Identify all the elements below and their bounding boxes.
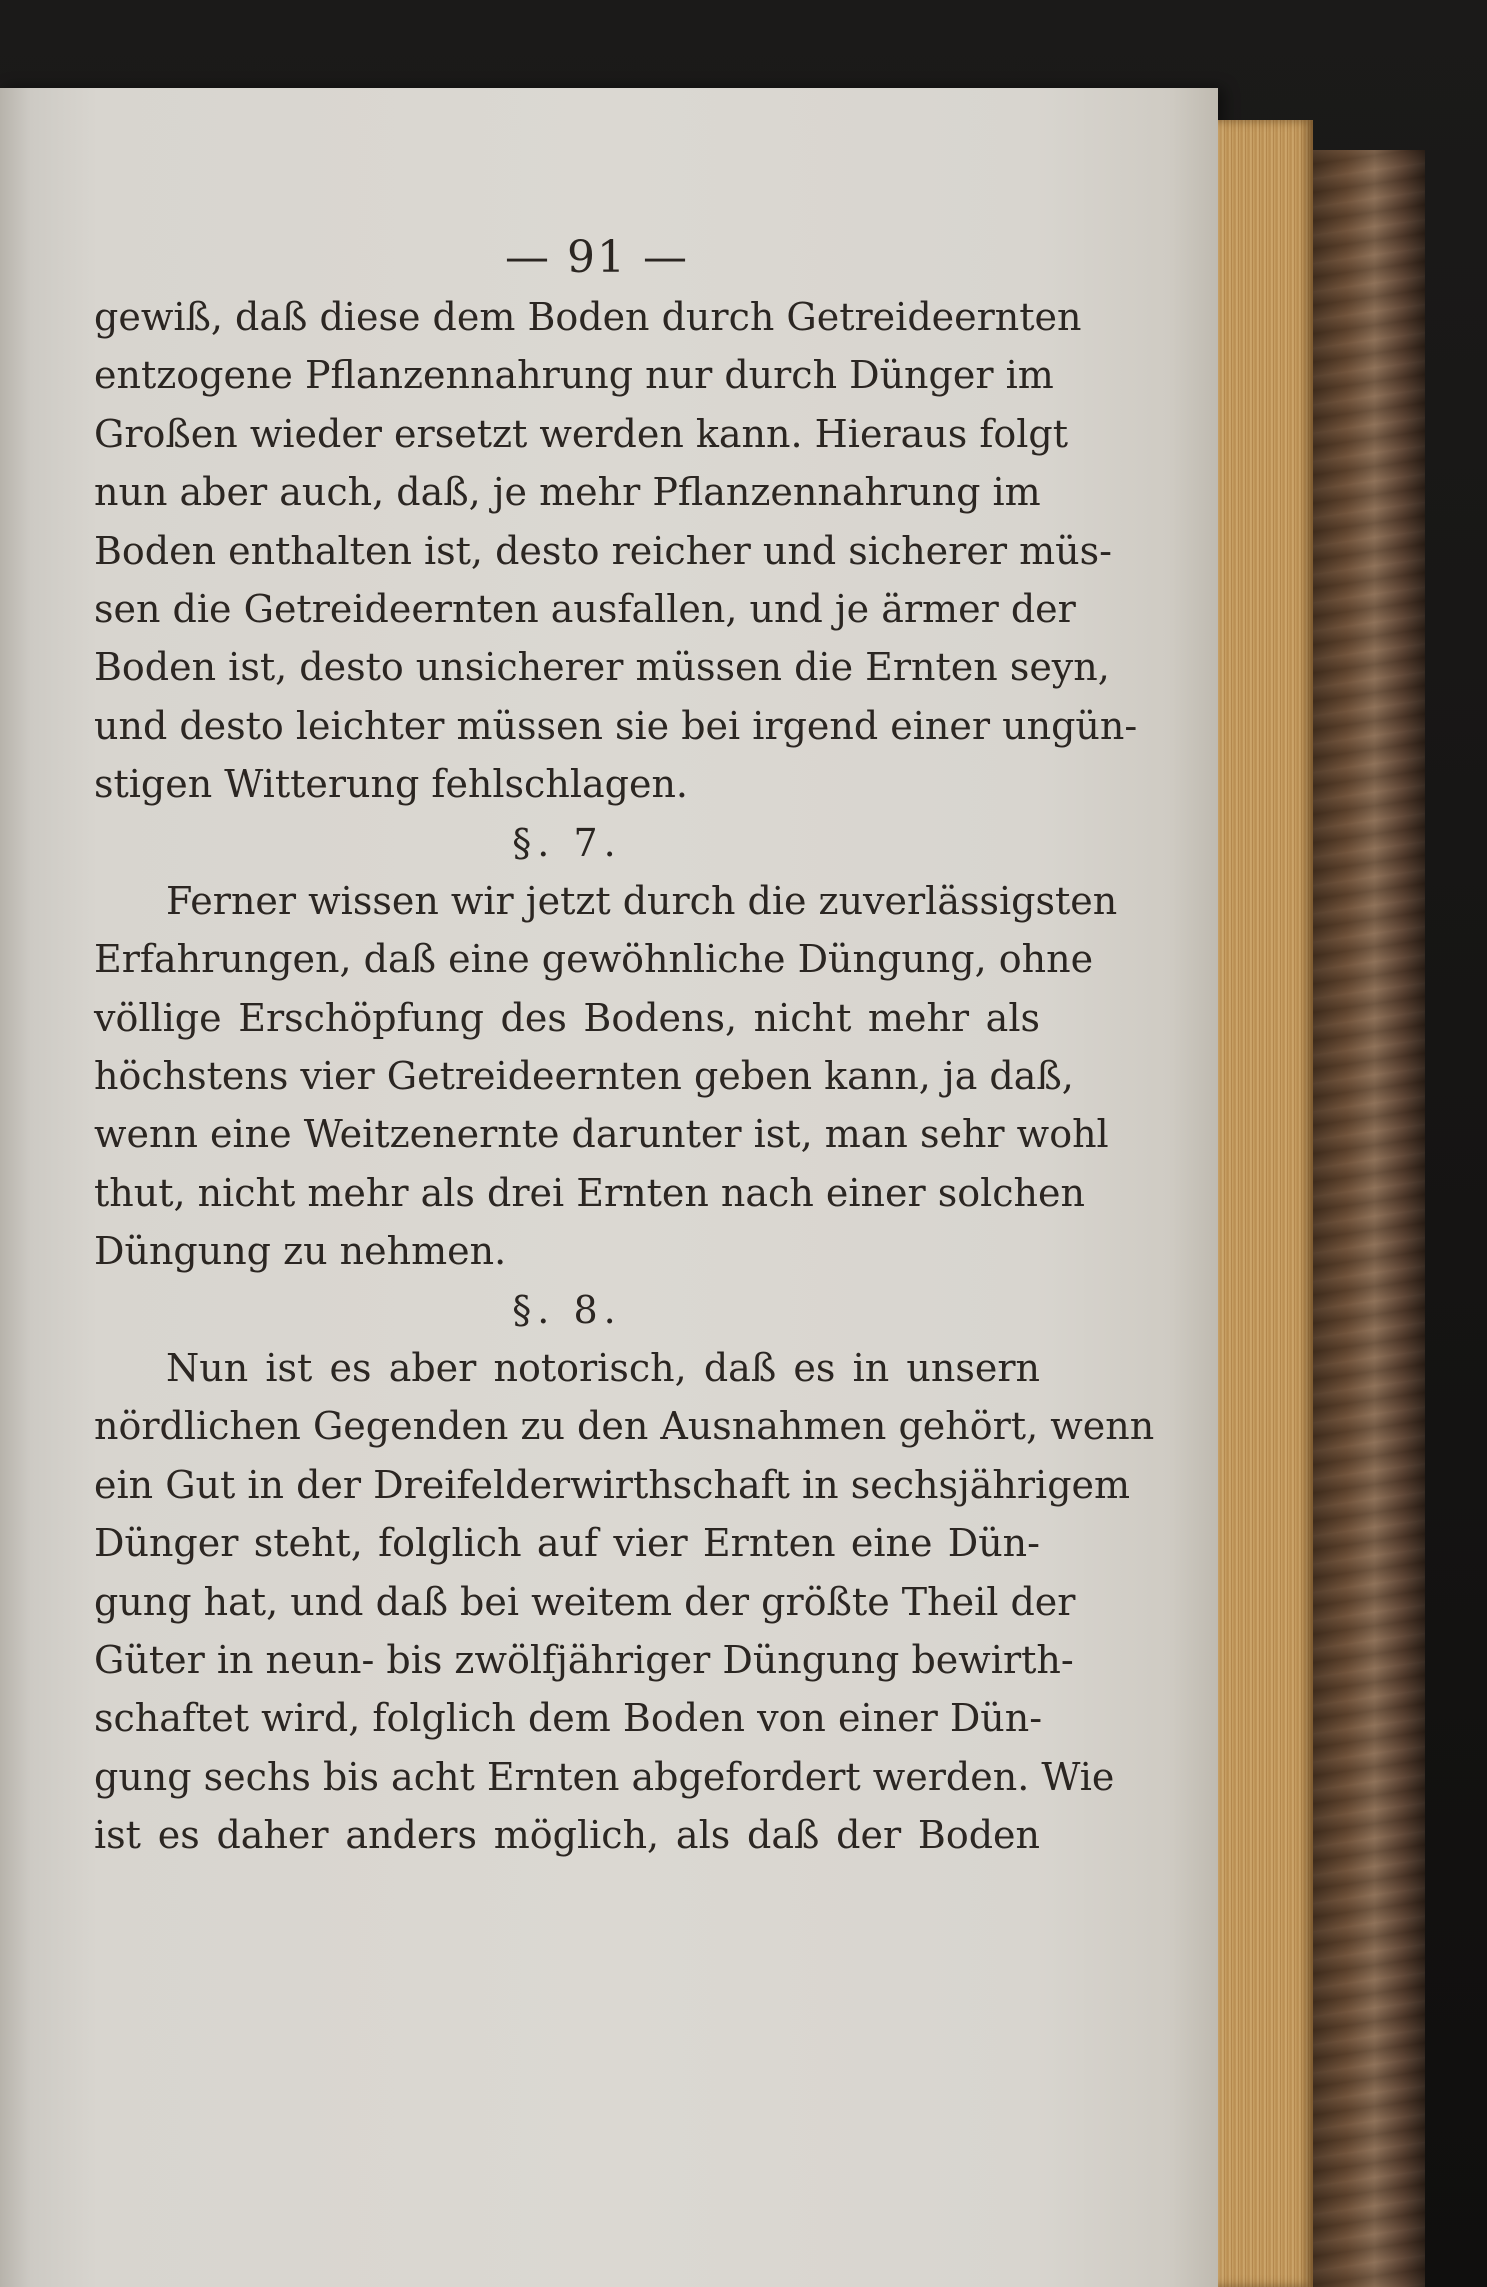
text-line: gung sechs bis acht Ernten abgefordert werden. Wie: [94, 1754, 1115, 1799]
text-line: Nun ist es aber notorisch, daß es in unsern: [166, 1346, 1040, 1391]
text-line: Boden enthalten ist, desto reicher und sicherer müs-: [94, 528, 1112, 573]
text-line: nördlichen Gegenden zu den Ausnahmen gehört, wenn: [94, 1404, 1155, 1449]
text-line: ist es daher anders möglich, als daß der Boden: [94, 1813, 1040, 1858]
text-line: ein Gut in der Dreifelderwirthschaft in sechsjährigem: [94, 1462, 1131, 1507]
text-line: Boden ist, desto unsicherer müssen die Ernten seyn,: [94, 645, 1110, 690]
page-edges: [1218, 120, 1313, 2287]
paragraph-1: [94, 288, 1138, 814]
text-line: Güter in neun- bis zwölfjähriger Düngung bewirth-: [94, 1637, 1074, 1682]
text-line: gewiß, daß diese dem Boden durch Getreideernten: [94, 295, 1082, 339]
text-line: stigen Witterung fehlschlagen.: [94, 762, 688, 807]
text-line: gung hat, und daß bei weitem der größte Theil der: [94, 1579, 1076, 1624]
paragraph-2: [94, 872, 1118, 1281]
text-line: Erfahrungen, daß eine gewöhnliche Düngung, ohne: [94, 937, 1094, 982]
text-line: nun aber auch, daß, je mehr Pflanzennahrung im: [94, 470, 1041, 515]
text-line: thut, nicht mehr als drei Ernten nach einer solchen: [94, 1170, 1085, 1215]
text-line: Düngung zu nehmen.: [94, 1229, 507, 1274]
text-line: sen die Getreideernten ausfallen, und je ärmer der: [94, 586, 1076, 631]
paragraph-3: [94, 1339, 1155, 1865]
text-line: schaftet wird, folglich dem Boden von einer Dün-: [94, 1696, 1043, 1741]
text-line: entzogene Pflanzennahrung nur durch Dünger im: [94, 353, 1054, 398]
text-line: Dünger steht, folglich auf vier Ernten eine Dün-: [94, 1521, 1040, 1566]
page-text: [94, 228, 1155, 1865]
text-line: völlige Erschöpfung des Bodens, nicht mehr als: [94, 995, 1040, 1040]
book-cover: [1313, 150, 1425, 2287]
text-line: wenn eine Weitzenernte darunter ist, man sehr wohl: [94, 1112, 1109, 1157]
page-number: — 91 —: [505, 232, 689, 283]
text-line: Großen wieder ersetzt werden kann. Hieraus folgt: [94, 411, 1069, 456]
text-line: höchstens vier Getreideernten geben kann, ja daß,: [94, 1054, 1074, 1099]
section-heading-7: §. 7.: [512, 820, 622, 865]
text-line: und desto leichter müssen sie bei irgend einer ungün-: [94, 703, 1138, 748]
text-line: Ferner wissen wir jetzt durch die zuverlässigsten: [166, 878, 1118, 923]
section-heading-8: §. 8.: [512, 1287, 622, 1332]
